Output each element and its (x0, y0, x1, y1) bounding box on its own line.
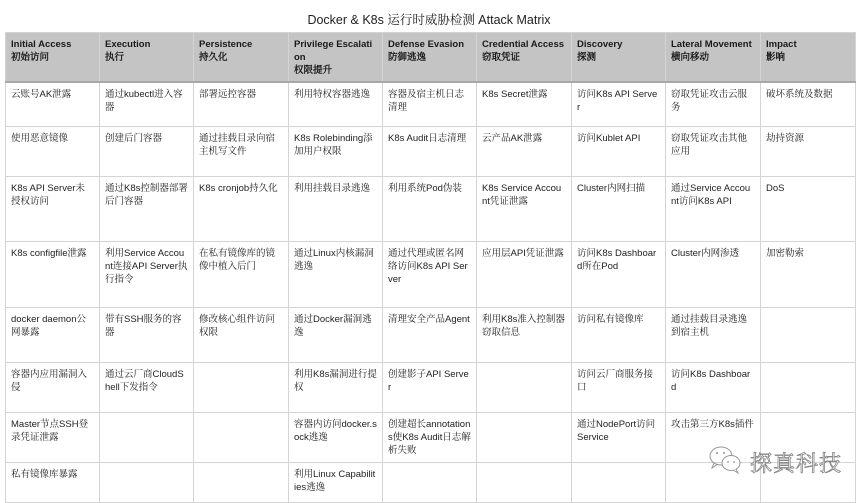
table-cell: K8s Service Account凭证泄露 (477, 177, 572, 242)
table-cell: 修改核心组件访问权限 (194, 308, 289, 363)
table-cell: 容器内访问docker.sock逃逸 (289, 413, 383, 463)
table-cell: 通过挂载目录向宿主机写文件 (194, 127, 289, 177)
attack-matrix-table (5, 32, 856, 503)
table-cell: 通过kubectl进入容器 (100, 82, 194, 127)
table-cell: Cluster内网扫描 (572, 177, 666, 242)
table-cell (194, 413, 289, 463)
table-cell: 容器内应用漏洞入侵 (6, 363, 100, 413)
table-cell: K8s cronjob持久化 (194, 177, 289, 242)
table-cell: 通过K8s控制器部署后门容器 (100, 177, 194, 242)
table-cell: 窃取凭证攻击其他应用 (666, 127, 761, 177)
table-row (6, 82, 856, 127)
table-cell: 带有SSH服务的容器 (100, 308, 194, 363)
column-header-credential-access: Credential Access 窃取凭证 (477, 33, 572, 83)
table-cell (477, 413, 572, 463)
table-cell: 通过Service Account访问K8s API (666, 177, 761, 242)
table-cell: 通过挂载目录逃逸到宿主机 (666, 308, 761, 363)
table-cell: 在私有镜像库的镜像中植入后门 (194, 242, 289, 308)
table-cell: 破坏系统及数据 (761, 82, 856, 127)
table-row (6, 177, 856, 242)
table-cell: 通过代理或匿名网络访问K8s API Server (383, 242, 477, 308)
table-cell: K8s configfile泄露 (6, 242, 100, 308)
table-cell: 利用K8s准入控制器窃取信息 (477, 308, 572, 363)
table-cell: 通过NodePort访问Service (572, 413, 666, 463)
table-cell: 创建后门容器 (100, 127, 194, 177)
table-cell: 访问云厂商服务接口 (572, 363, 666, 413)
table-cell (100, 413, 194, 463)
table-cell: 使用恶意镜像 (6, 127, 100, 177)
table-cell: 劫持资源 (761, 127, 856, 177)
table-cell: 清理安全产品Agent (383, 308, 477, 363)
header-row (6, 33, 856, 83)
table-cell: 攻击第三方K8s插件 (666, 413, 761, 463)
table-cell (194, 363, 289, 413)
column-header-discovery: Discovery 探测 (572, 33, 666, 83)
table-cell: 访问K8s Dashboard所在Pod (572, 242, 666, 308)
table-cell: 利用挂载目录逃逸 (289, 177, 383, 242)
table-cell: 访问K8s API Server (572, 82, 666, 127)
table-cell (761, 308, 856, 363)
column-header-defense-evasion: Defense Evasion 防御逃逸 (383, 33, 477, 83)
table-row (6, 363, 856, 413)
table-cell: 访问私有镜像库 (572, 308, 666, 363)
table-row (6, 308, 856, 363)
table-cell: 利用K8s漏洞进行提权 (289, 363, 383, 413)
table-cell: 云账号AK泄露 (6, 82, 100, 127)
page-title: Docker & K8s 运行时威胁检测 Attack Matrix (307, 13, 551, 27)
table-cell: 创建影子API Server (383, 363, 477, 413)
table-cell: K8s Secret泄露 (477, 82, 572, 127)
column-header-lateral-movement: Lateral Movement 横向移动 (666, 33, 761, 83)
table-cell: 窃取凭证攻击云服务 (666, 82, 761, 127)
table-cell: 利用系统Pod伪装 (383, 177, 477, 242)
table-cell: 私有镜像库暴露 (6, 463, 100, 503)
table-cell: K8s Rolebinding添加用户权限 (289, 127, 383, 177)
table-cell: 利用Service Account连接API Server执行指令 (100, 242, 194, 308)
table-cell: 利用Linux Capabilities逃逸 (289, 463, 383, 503)
table-cell (477, 363, 572, 413)
table-cell (761, 363, 856, 413)
column-header-impact: Impact 影响 (761, 33, 856, 83)
column-header-persistence: Persistence 持久化 (194, 33, 289, 83)
table-cell: 创建超长annotations使K8s Audit日志解析失败 (383, 413, 477, 463)
table-cell: K8s Audit日志清理 (383, 127, 477, 177)
table-cell: 云产品AK泄露 (477, 127, 572, 177)
table-cell: K8s API Server未授权访问 (6, 177, 100, 242)
table-cell: 通过Docker漏洞逃逸 (289, 308, 383, 363)
table-cell: 通过Linux内核漏洞逃逸 (289, 242, 383, 308)
table-cell: 利用特权容器逃逸 (289, 82, 383, 127)
table-cell: 部署远控容器 (194, 82, 289, 127)
column-header-privilege-escalation: Privilege Escalation 权限提升 (289, 33, 383, 83)
table-cell: 应用层API凭证泄露 (477, 242, 572, 308)
table-cell: 通过云厂商CloudShell下发指令 (100, 363, 194, 413)
wechat-icon (708, 445, 744, 480)
table-cell: 访问Kublet API (572, 127, 666, 177)
table-cell: docker daemon公网暴露 (6, 308, 100, 363)
column-header-execution: Execution 执行 (100, 33, 194, 83)
column-header-initial-access: Initial Access 初始访问 (6, 33, 100, 83)
watermark (708, 445, 842, 480)
table-cell: DoS (761, 177, 856, 242)
table-row (6, 242, 856, 308)
table-cell: 容器及宿主机日志清理 (383, 82, 477, 127)
table-cell: 加密勒索 (761, 242, 856, 308)
table-cell: 访问K8s Dashboard (666, 363, 761, 413)
table-cell: Cluster内网渗透 (666, 242, 761, 308)
table-cell: Master节点SSH登录凭证泄露 (6, 413, 100, 463)
watermark-text: 探真科技 (750, 452, 843, 477)
table-row (6, 127, 856, 177)
